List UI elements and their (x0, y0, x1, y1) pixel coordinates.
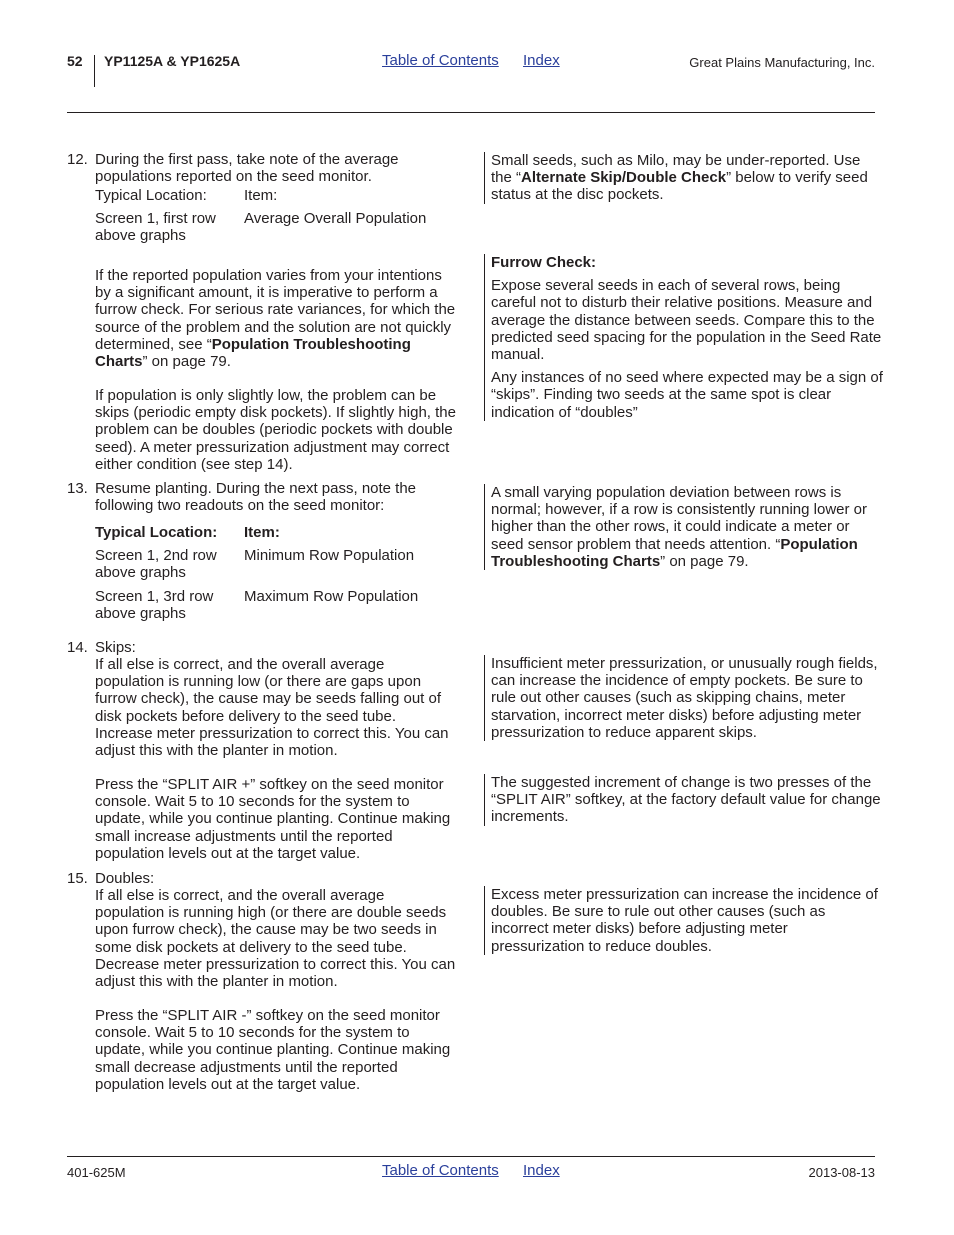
index-link-header[interactable]: Index (523, 52, 560, 69)
note-text (491, 484, 883, 570)
note-increment (484, 774, 883, 826)
item-header: Item: (244, 524, 280, 541)
footer-rule (67, 1156, 875, 1157)
note-doubles (484, 886, 883, 955)
step-15-paragraph-1: If all else is correct, and the overall average population is running high (or there are double seeds upon furrow check), the cause may be two seeds in some disk pockets at delivery to the seed tube. Decrease meter pressurization to correct this. You can adjust this with the planter in motion. (95, 887, 456, 991)
header-rule (67, 112, 875, 113)
text-run: A small varying population deviation between rows is normal; however, if a row is consistently running lower or higher than the other rows, it could indicate a meter or seed sensor problem that needs attention. “ (491, 484, 867, 553)
step-13-number: 13. (67, 480, 88, 497)
furrow-check-paragraph-2: Any instances of no seed where expected may be a sign of “skips”. Finding two seeds at the same spot is clear indication of “doubles” (491, 369, 883, 421)
step-14-title: Skips: (95, 639, 136, 656)
location-header: Typical Location: (95, 524, 218, 541)
step-12-paragraph-2: If population is only slightly low, the problem can be skips (periodic empty disk pockets). If slightly high, the problem can be doubles (periodic pockets with double seed). A meter pressurization adjustment may correct either condition (see step 14). (95, 387, 456, 473)
note-small-seeds (484, 152, 883, 204)
step-14-paragraph-2: Press the “SPLIT AIR +” softkey on the seed monitor console. Wait 5 to 10 seconds for the system to update, while you continue planting. Continue making small increase adjustments until the reported population levels out at the target value. (95, 776, 451, 862)
doc-date: 2013-08-13 (808, 1165, 875, 1180)
page-number: 52 (67, 53, 83, 69)
step-14-paragraph-1: If all else is correct, and the overall average population is running low (or there are gaps upon furrow check), the cause may be seeds falling out of disk pockets before delivery to the seed tube. Increase meter pressurization to correct this. You can adjust this with the planter in motion. (95, 656, 449, 760)
location-header: Typical Location: (95, 187, 207, 204)
item-cell: Maximum Row Population (244, 588, 419, 605)
location-cell: Screen 1, 2nd row above graphs (95, 547, 217, 582)
item-cell: Average Overall Population (244, 210, 427, 227)
item-cell: Minimum Row Population (244, 547, 415, 564)
location-cell: Screen 1, 3rd row above graphs (95, 588, 214, 623)
step-13-intro: Resume planting. During the next pass, note the following two readouts on the seed monitor: (95, 480, 417, 515)
furrow-check-title: Furrow Check: (491, 254, 597, 271)
cross-reference: Population Troubleshooting Charts (491, 535, 858, 570)
location-cell: Screen 1, first row above graphs (95, 210, 216, 245)
item-header: Item: (244, 187, 278, 204)
text-run: If the reported population varies from your intentions by a significant amount, it is imperative to perform a furrow check. For serious rate variances, for which the source of the problem and the solution are not quickly determined, see “ (95, 267, 456, 353)
note-text: Excess meter pressurization can increase the incidence of doubles. Be sure to rule out other causes (such as incorrect meter disks) before adjusting meter pressurization to reduce doubles. (491, 886, 878, 955)
index-link-footer[interactable]: Index (523, 1162, 560, 1179)
step-15-number: 15. (67, 870, 88, 887)
cross-reference: Alternate Skip/Double Check (521, 169, 727, 187)
note-text: The suggested increment of change is two presses of the “SPLIT AIR” softkey, at the factory default value for change increments. (491, 774, 881, 826)
doc-number: 401-625M (67, 1165, 126, 1180)
cross-reference: Population Troubleshooting Charts (95, 335, 411, 371)
note-furrow-check (484, 254, 883, 421)
note-text: Insufficient meter pressurization, or unusually rough fields, can increase the incidence of empty pockets. Be sure to rule out other causes (such as skipping chains, meter starvation, incorrect meter disks) before adjusting meter pressurization to reduce apparent skips. (491, 655, 878, 741)
header-divider (94, 55, 95, 87)
furrow-check-paragraph-1: Expose several seeds in each of several rows, being careful not to disturb their relative positions. Measure and average the distance between seeds. Compare this to the predicted seed spacing for the population in the Seed Rate manual. (491, 277, 882, 364)
note-row-deviation (484, 484, 883, 570)
note-text (491, 152, 883, 204)
text-run: ” below to verify seed status at the disc pockets. (491, 169, 868, 204)
text-run: ” on page 79. (660, 552, 749, 570)
text-run: Small seeds, such as Milo, may be under-reported. Use the “ (491, 152, 861, 187)
step-12-number: 12. (67, 151, 88, 168)
step-12-paragraph-1 (95, 267, 457, 370)
toc-link-footer[interactable]: Table of Contents (382, 1162, 499, 1179)
note-skips (484, 655, 883, 741)
toc-link-header[interactable]: Table of Contents (382, 52, 499, 69)
step-15-paragraph-2: Press the “SPLIT AIR -” softkey on the seed monitor console. Wait 5 to 10 seconds for the system to update, while you continue planting. Continue making small decrease adjustments until the reported population levels out at the target value. (95, 1007, 451, 1093)
company-name: Great Plains Manufacturing, Inc. (689, 55, 875, 70)
text-run: ” on page 79. (142, 353, 231, 371)
step-15-title: Doubles: (95, 870, 155, 887)
step-12-intro: During the first pass, take note of the average populations reported on the seed monitor. (95, 151, 399, 186)
model-title: YP1125A & YP1625A (104, 53, 241, 69)
step-14-number: 14. (67, 639, 88, 656)
